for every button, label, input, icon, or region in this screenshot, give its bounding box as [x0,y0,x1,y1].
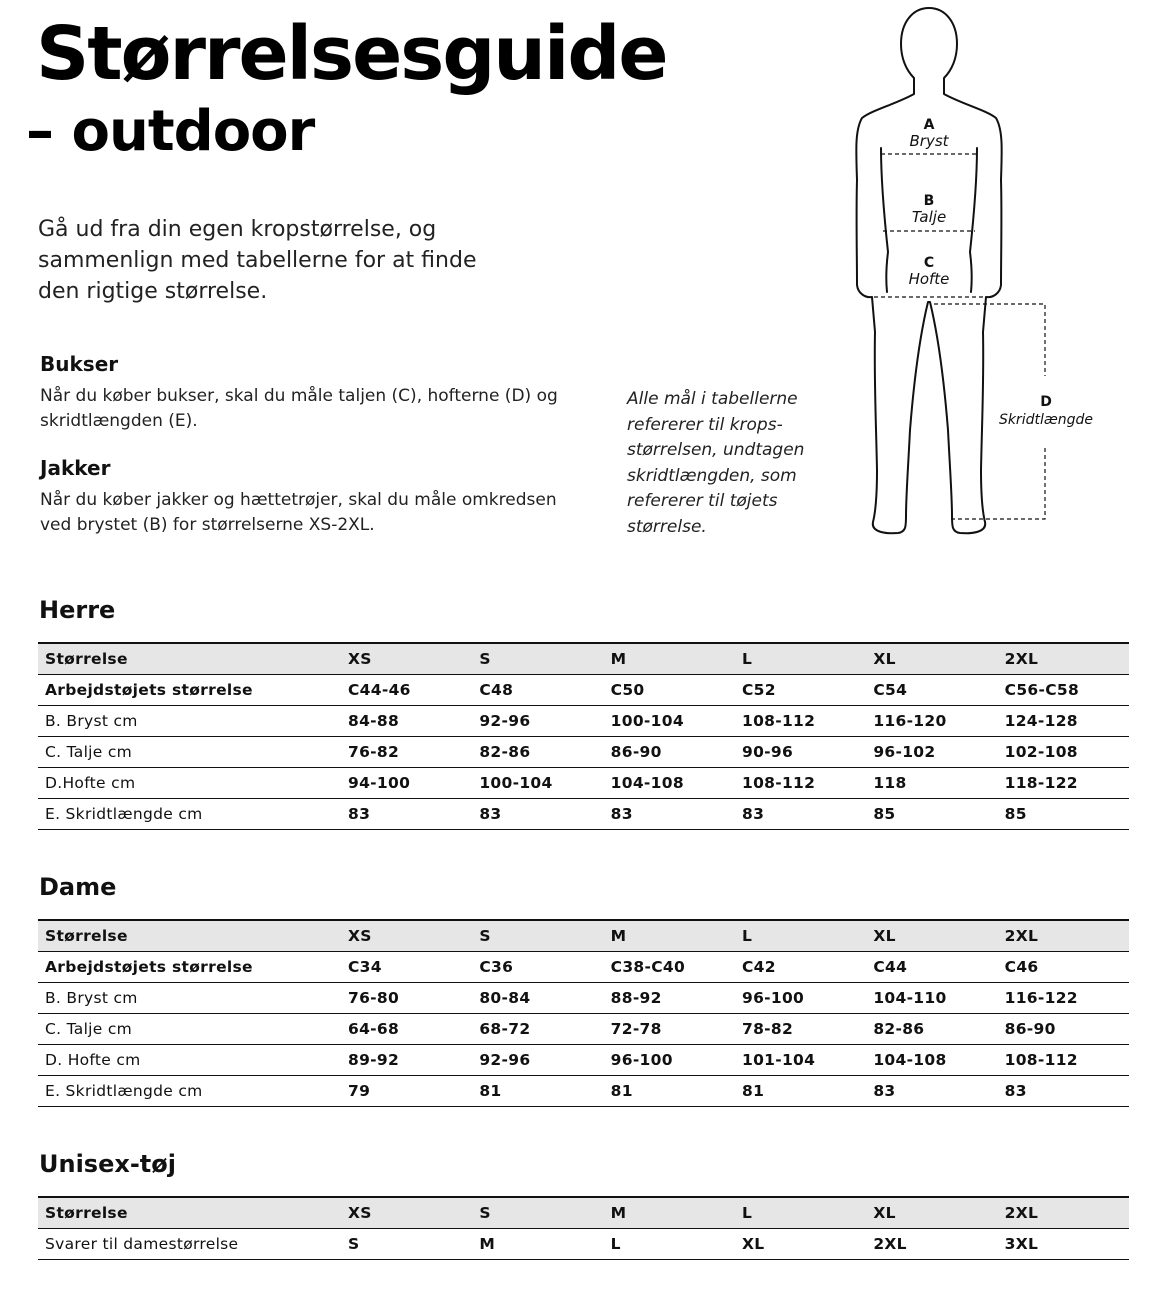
table-cell: 108-112 [998,1044,1129,1075]
table-cell: 78-82 [735,1013,866,1044]
row-label: Svarer til damestørrelse [38,1228,341,1259]
table-cell: 92-96 [472,705,603,736]
table-cell: 116-120 [866,705,997,736]
figure-c-label: Hofte [908,270,950,288]
row-label: Størrelse [38,643,341,674]
table-cell: L [735,643,866,674]
table-cell: 96-102 [866,736,997,767]
table-cell: 94-100 [341,767,472,798]
table-cell: C50 [604,674,735,705]
figure-b-label: Talje [911,208,947,226]
table-cell: 86-90 [604,736,735,767]
table-cell: 118-122 [998,767,1129,798]
dame-section-title: Dame [39,873,117,901]
figure-a-letter: A [923,117,935,133]
table-cell: 92-96 [472,1044,603,1075]
page-title: Størrelsesguide [36,11,667,97]
table-cell: 83 [472,798,603,829]
table-cell: S [472,1197,603,1228]
table-cell: XL [735,1228,866,1259]
table-cell: 76-82 [341,736,472,767]
table-cell: 96-100 [604,1044,735,1075]
row-label: Størrelse [38,1197,341,1228]
table-row [38,674,1129,705]
table-cell: 124-128 [998,705,1129,736]
table-cell: C56-C58 [998,674,1129,705]
table-row [38,920,1129,951]
table-cell: 64-68 [341,1013,472,1044]
table-row [38,982,1129,1013]
table-cell: 108-112 [735,705,866,736]
table-cell: L [735,920,866,951]
intro-text: Gå ud fra din egen kropstørrelse, og sammenlign med tabellerne for at finde den rigtige størrelse. [38,217,477,304]
table-cell: C46 [998,951,1129,982]
figure-b-letter: B [923,193,935,209]
table-cell: S [341,1228,472,1259]
table-cell: 83 [341,798,472,829]
dame-size-table [38,919,1129,1107]
figure-d-label: Skridtlængde [998,412,1094,428]
row-label: E. Skridtlængde cm [38,1075,341,1106]
table-cell: C48 [472,674,603,705]
unisex-size-table [38,1196,1129,1260]
table-cell: C34 [341,951,472,982]
table-cell: 72-78 [604,1013,735,1044]
table-cell: 88-92 [604,982,735,1013]
unisex-section-title: Unisex-tøj [39,1150,176,1178]
table-cell: XL [866,1197,997,1228]
table-cell: 104-108 [604,767,735,798]
table-cell: 89-92 [341,1044,472,1075]
jakker-text: Når du køber jakker og hættetrøjer, skal du måle omkredsen ved brystet (B) for størrelserne XS-2XL. [40,490,557,535]
table-row [38,705,1129,736]
table-row [38,798,1129,829]
table-cell: 102-108 [998,736,1129,767]
table-cell: XS [341,643,472,674]
table-cell: L [604,1228,735,1259]
table-cell: XL [866,920,997,951]
table-cell: C52 [735,674,866,705]
table-cell: XS [341,920,472,951]
table-cell: M [604,920,735,951]
bukser-text: Når du køber bukser, skal du måle taljen (C), hofterne (D) og skridtlængden (E). [40,386,558,431]
table-row [38,1044,1129,1075]
row-label: E. Skridtlængde cm [38,798,341,829]
measurement-note: Alle mål i tabellerne refererer til krops-størrelsen, undtagen skridtlængden, som refererer til tøjets størrelse. [627,389,805,537]
table-cell: 80-84 [472,982,603,1013]
table-cell: 2XL [998,643,1129,674]
table-cell: 84-88 [341,705,472,736]
table-cell: 79 [341,1075,472,1106]
table-cell: L [735,1197,866,1228]
body-measurement-figure [840,0,1094,545]
table-row [38,736,1129,767]
table-cell: S [472,643,603,674]
table-row [38,1075,1129,1106]
row-label: Størrelse [38,920,341,951]
table-cell: 83 [998,1075,1129,1106]
table-cell: C38-C40 [604,951,735,982]
figure-d-letter: D [1040,394,1052,410]
table-cell: 2XL [866,1228,997,1259]
row-label: Arbejdstøjets størrelse [38,951,341,982]
row-label: D. Hofte cm [38,1044,341,1075]
table-row [38,643,1129,674]
table-cell: 100-104 [472,767,603,798]
table-cell: 85 [866,798,997,829]
table-cell: 86-90 [998,1013,1129,1044]
table-cell: 82-86 [866,1013,997,1044]
table-cell: 76-80 [341,982,472,1013]
table-row [38,1013,1129,1044]
bukser-heading: Bukser [40,352,119,376]
table-cell: 82-86 [472,736,603,767]
table-cell: 83 [735,798,866,829]
row-label: D.Hofte cm [38,767,341,798]
table-cell: 108-112 [735,767,866,798]
table-cell: M [472,1228,603,1259]
row-label: B. Bryst cm [38,982,341,1013]
herre-size-table [38,642,1129,830]
table-cell: 83 [866,1075,997,1106]
table-cell: 2XL [998,920,1129,951]
row-label: B. Bryst cm [38,705,341,736]
figure-c-letter: C [923,255,935,271]
table-cell: 118 [866,767,997,798]
table-cell: C44-46 [341,674,472,705]
row-label: Arbejdstøjets størrelse [38,674,341,705]
table-row [38,951,1129,982]
table-cell: XS [341,1197,472,1228]
table-cell: 81 [472,1075,603,1106]
table-cell: 83 [604,798,735,829]
table-cell: M [604,1197,735,1228]
table-cell: 81 [604,1075,735,1106]
table-cell: 85 [998,798,1129,829]
table-cell: C44 [866,951,997,982]
table-cell: C36 [472,951,603,982]
table-cell: 90-96 [735,736,866,767]
table-cell: 104-108 [866,1044,997,1075]
table-cell: 2XL [998,1197,1129,1228]
table-cell: 81 [735,1075,866,1106]
table-cell: 3XL [998,1228,1129,1259]
table-cell: C54 [866,674,997,705]
table-cell: C42 [735,951,866,982]
table-cell: 104-110 [866,982,997,1013]
row-label: C. Talje cm [38,1013,341,1044]
row-label: C. Talje cm [38,736,341,767]
table-cell: 101-104 [735,1044,866,1075]
table-cell: 68-72 [472,1013,603,1044]
herre-section-title: Herre [39,596,116,624]
table-row [38,767,1129,798]
table-cell: M [604,643,735,674]
table-cell: 116-122 [998,982,1129,1013]
jakker-heading: Jakker [40,456,111,480]
table-cell: XL [866,643,997,674]
table-row [38,1197,1129,1228]
table-row [38,1228,1129,1259]
table-cell: 100-104 [604,705,735,736]
page-subtitle: – outdoor [26,99,315,164]
table-cell: S [472,920,603,951]
table-cell: 96-100 [735,982,866,1013]
figure-a-label: Bryst [909,132,949,150]
